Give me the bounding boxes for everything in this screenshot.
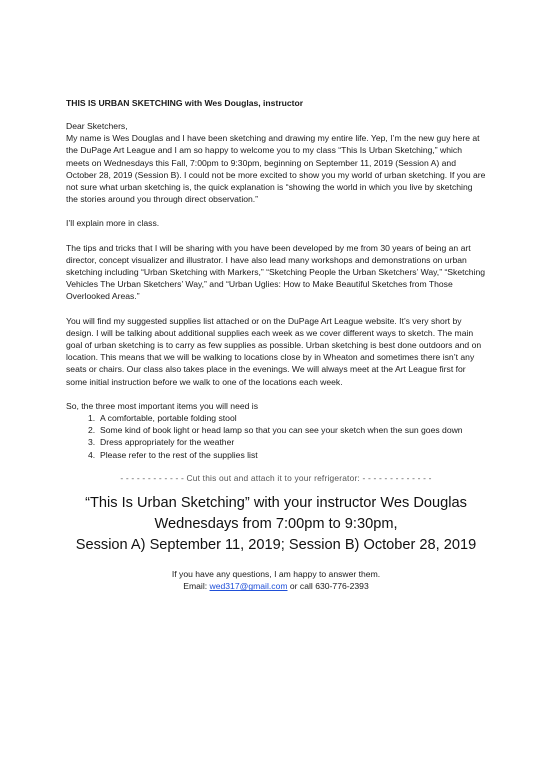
list-item xyxy=(66,412,486,424)
paragraph-experience: The tips and tricks that I will be sharing with you have been developed by me from 30 years of being an art director, concept visualizer and illustrator. I have also lead many workshops and demonstrations on urban sketching including “Urban Sketching with Markers,” “Sketching People the Urban Sketchers’ Way,” “Sketching Vehicles The Urban Sketchers’ Way,” and “Urban Uglies: How to Make Beautiful Sketches from Those Overlooked Areas.” xyxy=(66,242,486,302)
list-item xyxy=(66,449,486,461)
supplies-list xyxy=(66,412,486,461)
document-title: THIS IS URBAN SKETCHING with Wes Douglas, instructor xyxy=(66,98,304,108)
email-link[interactable]: wed317@gmail.com xyxy=(209,581,288,592)
phone-text: or call 630-776-2393 xyxy=(289,581,369,592)
list-text: Dress appropriately for the weather xyxy=(100,437,235,448)
banner-line-title: “This Is Urban Sketching” with your instructor Wes Douglas xyxy=(85,494,467,511)
letter-page xyxy=(66,98,486,593)
cut-line: - - - - - - - - - - - - Cut this out and attach it to your refrigerator: - - - - - - - - - - - - - xyxy=(120,472,432,483)
questions-text: If you have any questions, I am happy to answer them. xyxy=(171,568,381,579)
list-number: 1. xyxy=(88,413,96,424)
list-text: Some kind of book light or head lamp so that you can see your sketch when the sun goes down xyxy=(100,425,463,436)
paragraph-intro: My name is Wes Douglas and I have been sketching and drawing my entire life. Yep, I’m the new guy here at the DuPage Art League and I am so happy to welcome you to my class “This Is Urban Sketching,” which meets on Wednesdays this Fall, 7:00pm to 9:30pm, beginning on September 11, 2019 (Session A) and October 28, 2019 (Session B). I could not be more excited to show you my world of urban sketching. If you are not sure what urban sketching is, the quick explanation is “showing the world in which you live by sketching the stories around you through direct observation.” xyxy=(66,133,486,205)
contact-line xyxy=(66,580,486,593)
banner-line-time: Wednesdays from 7:00pm to 9:30pm, xyxy=(154,515,398,532)
list-text: Please refer to the rest of the supplies list xyxy=(100,449,258,460)
salutation: Dear Sketchers, xyxy=(66,121,128,131)
list-number: 4. xyxy=(88,449,96,460)
paragraph-supplies: You will find my suggested supplies list attached or on the DuPage Art League website. It’s very short by design. I will be talking about additional supplies each week as we cover different ways to sketch. The main goal of urban sketching is to carry as few supplies as possible. Urban sketching is best done outdoors and on location. This means that we will be walking to locations close by in Wheaton and sometimes there isn’t any seats or chairs. Our class also takes place in the evenings. We will always meet at the Art League first for some initial instruction before we walk to one of the locations each week. xyxy=(66,315,482,387)
paragraph-explain: I’ll explain more in class. xyxy=(66,218,160,229)
contact-info xyxy=(66,568,486,593)
banner-line-sessions: Session A) September 11, 2019; Session B) October 28, 2019 xyxy=(75,536,477,553)
list-text: A comfortable, portable folding stool xyxy=(100,413,237,424)
list-number: 3. xyxy=(88,437,96,448)
email-label: Email: xyxy=(183,581,208,592)
list-number: 2. xyxy=(88,425,96,436)
list-item xyxy=(66,424,486,436)
list-intro: So, the three most important items you will need is xyxy=(66,400,259,411)
class-banner xyxy=(66,493,486,556)
list-item xyxy=(66,436,486,448)
